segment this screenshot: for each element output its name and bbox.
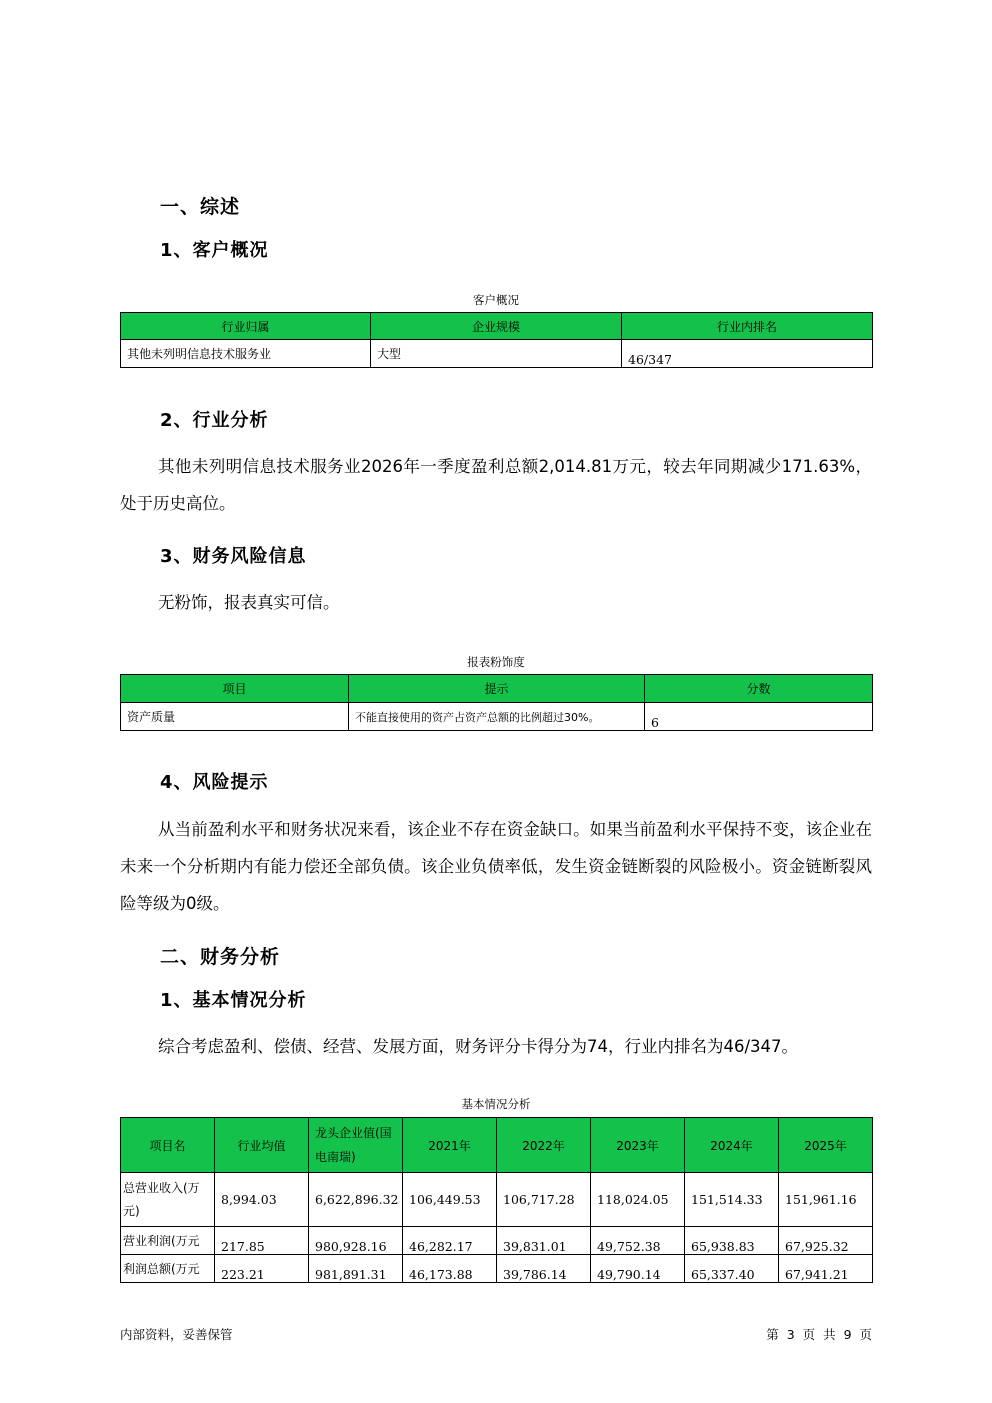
table-cell: 65,337.40 xyxy=(685,1255,779,1283)
table-cell: 49,790.14 xyxy=(591,1255,685,1283)
table-cell: 不能直接使用的资产占资产总额的比例超过30%。 xyxy=(349,703,645,731)
table-cell: 6,622,896.32 xyxy=(309,1173,403,1227)
risk-tip-paragraph: 从当前盈利水平和财务状况来看，该企业不存在资金缺口。如果当前盈利水平保持不变，该企业在未来一个分析期内有能力偿还全部负债。该企业负债率低，发生资金链断裂的风险极小。资金链断裂风险等级为0级。 xyxy=(120,820,872,913)
table-cell: 49,752.38 xyxy=(591,1227,685,1255)
table-cell: 106,717.28 xyxy=(497,1173,591,1227)
subsection-heading: 2、行业分析 xyxy=(160,410,269,431)
table-cell: 980,928.16 xyxy=(309,1227,403,1255)
table-cell: 总营业收入(万元) xyxy=(121,1173,215,1227)
table-header-cell: 龙头企业值(国电南瑞) xyxy=(309,1118,403,1173)
table-cell: 46,282.17 xyxy=(403,1227,497,1255)
table-caption: 报表粉饰度 xyxy=(467,655,525,669)
table-cell: 118,024.05 xyxy=(591,1173,685,1227)
footer-page-number: 第 3 页 共 9 页 xyxy=(766,1327,872,1342)
section-heading: 一、综述 xyxy=(160,196,241,218)
table-cell: 46,173.88 xyxy=(403,1255,497,1283)
table-cell: 223.21 xyxy=(215,1255,309,1283)
table-cell: 6 xyxy=(645,703,873,731)
subsection-heading: 1、基本情况分析 xyxy=(160,990,307,1011)
table-cell: 39,831.01 xyxy=(497,1227,591,1255)
basic-paragraph: 综合考虑盈利、偿债、经营、发展方面，财务评分卡得分为74，行业内排名为46/347。 xyxy=(158,1037,799,1056)
risk-info-paragraph: 无粉饰，报表真实可信。 xyxy=(158,593,340,612)
table-header-cell: 2025年 xyxy=(779,1118,873,1173)
table-cell: 67,925.32 xyxy=(779,1227,873,1255)
table-header-cell: 项目名 xyxy=(121,1118,215,1173)
embellishment-table xyxy=(120,674,873,731)
table-cell: 利润总额(万元 xyxy=(121,1255,215,1283)
customer-overview-table xyxy=(120,312,873,368)
table-cell: 981,891.31 xyxy=(309,1255,403,1283)
table-cell: 106,449.53 xyxy=(403,1173,497,1227)
table-header-cell: 2022年 xyxy=(497,1118,591,1173)
table-cell: 39,786.14 xyxy=(497,1255,591,1283)
table-row xyxy=(121,1255,873,1283)
table-header-cell: 提示 xyxy=(349,675,645,703)
basic-analysis-table xyxy=(120,1117,873,1283)
table-header-cell: 分数 xyxy=(645,675,873,703)
table-cell: 8,994.03 xyxy=(215,1173,309,1227)
table-caption: 基本情况分析 xyxy=(461,1097,531,1111)
table-row xyxy=(121,1227,873,1255)
table-header-cell: 行业内排名 xyxy=(622,313,873,340)
subsection-heading: 3、财务风险信息 xyxy=(160,546,307,567)
industry-paragraph: 其他未列明信息技术服务业2026年一季度盈利总额2,014.81万元，较去年同期减少171.63%，处于历史高位。 xyxy=(120,457,872,513)
table-cell: 46/347 xyxy=(622,340,873,368)
footer-confidential-note: 内部资料，妥善保管 xyxy=(120,1327,233,1342)
subsection-heading: 1、客户概况 xyxy=(160,240,269,261)
table-header-cell: 2021年 xyxy=(403,1118,497,1173)
section-heading: 二、财务分析 xyxy=(160,946,281,968)
table-cell: 217.85 xyxy=(215,1227,309,1255)
table-header-cell: 行业归属 xyxy=(121,313,371,340)
table-cell: 65,938.83 xyxy=(685,1227,779,1255)
table-header-cell: 企业规模 xyxy=(371,313,622,340)
subsection-heading: 4、风险提示 xyxy=(160,772,269,793)
table-header-cell: 2023年 xyxy=(591,1118,685,1173)
table-cell: 151,514.33 xyxy=(685,1173,779,1227)
table-cell: 67,941.21 xyxy=(779,1255,873,1283)
table-row xyxy=(121,703,873,731)
table-header-cell: 2024年 xyxy=(685,1118,779,1173)
table-cell: 其他未列明信息技术服务业 xyxy=(121,340,371,368)
table-cell: 营业利润(万元 xyxy=(121,1227,215,1255)
table-row xyxy=(121,1173,873,1227)
table-cell: 大型 xyxy=(371,340,622,368)
table-header-cell: 行业均值 xyxy=(215,1118,309,1173)
table-row xyxy=(121,340,873,368)
table-caption: 客户概况 xyxy=(473,293,519,307)
table-cell: 资产质量 xyxy=(121,703,349,731)
table-header-cell: 项目 xyxy=(121,675,349,703)
table-cell: 151,961.16 xyxy=(779,1173,873,1227)
